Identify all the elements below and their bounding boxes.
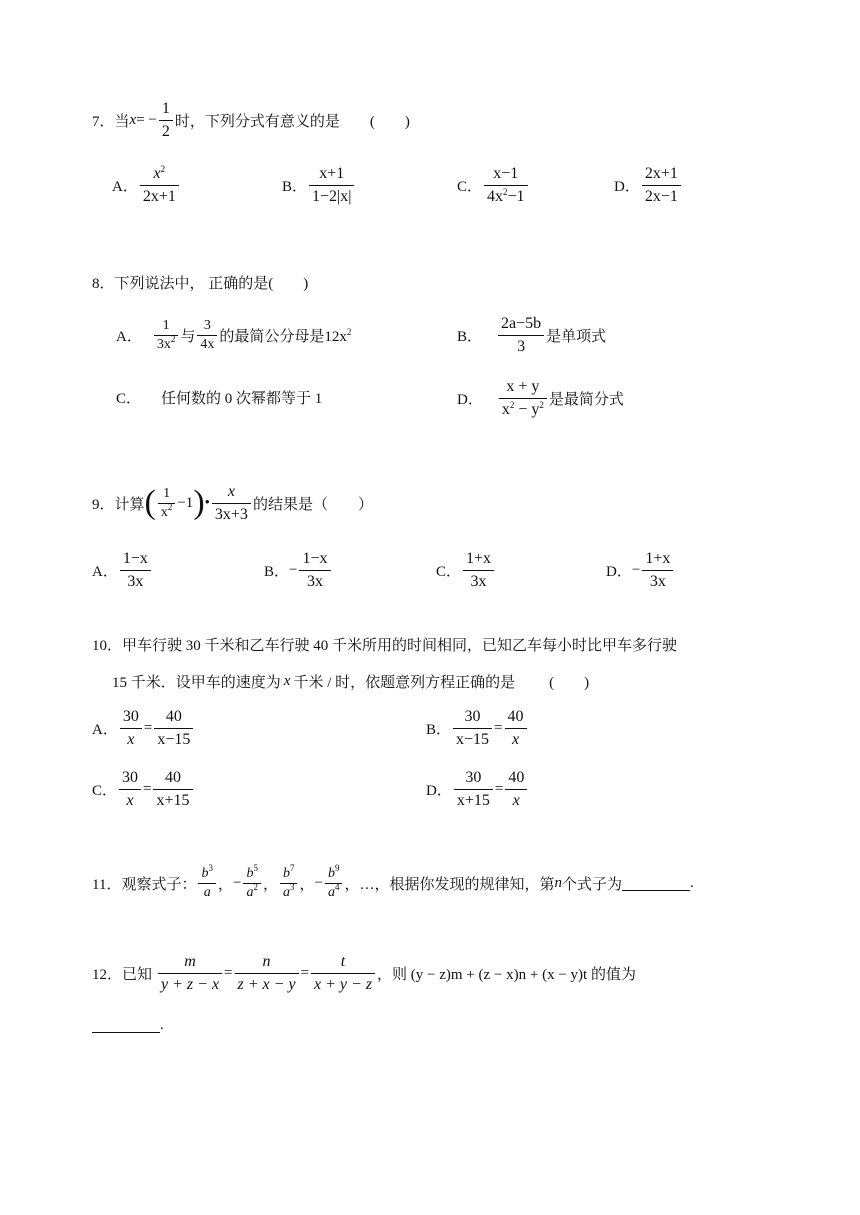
option-label: D． — [614, 178, 640, 195]
q10-option-d: D． $\frac{30}{x+15}$ = $\frac{40}{x}$ — [426, 764, 529, 814]
option-label: A． — [92, 721, 118, 738]
q7-option-c — [457, 160, 530, 210]
q7-answer-paren: ( ) — [369, 113, 410, 130]
left-paren: ( — [144, 484, 156, 521]
q7-number: 7．当 — [92, 113, 130, 130]
q11-term: $\frac{b^9}{a^4}$ — [325, 865, 343, 902]
option-label: C． — [457, 178, 483, 195]
option-fraction: $\frac{2a-5b}{3}$ — [498, 313, 544, 358]
option-text: 任何数的 0 次幂都等于 1 — [161, 390, 323, 407]
q8-option-d — [457, 373, 624, 423]
option-fraction-left: $\frac{30}{x+15}$ — [454, 767, 493, 812]
option-fraction-right: $\frac{40}{x+15}$ — [153, 767, 192, 812]
q9-option-a — [92, 545, 153, 595]
q11-stem-text: 11．观察式子： — [92, 876, 197, 893]
option-text: 的最简公分母是$12x^2$ — [219, 326, 352, 345]
option-label: C． — [436, 563, 462, 580]
q9-fraction-1: $\frac{1}{x^2}$ — [158, 485, 176, 522]
q7-option-b — [282, 160, 356, 210]
option-label: C． — [92, 782, 118, 799]
q7-option-a — [112, 160, 181, 210]
option-fraction: $\frac{x+1}{1-2|x|}$ — [309, 163, 354, 208]
option-fraction: $\frac{1-x}{3x}$ — [299, 548, 330, 593]
option-label: B． — [282, 178, 308, 195]
option-fraction: $\frac{x^2}{2x+1}$ — [140, 163, 179, 208]
q10-option-a: A． $\frac{30}{x}$ = $\frac{40}{x-15}$ — [92, 703, 195, 753]
option-fraction-left: $\frac{30}{x-15}$ — [453, 706, 492, 751]
q8-option-c — [116, 386, 322, 408]
question-12: 12．已知 $\frac{m}{y + z - x}$ = $\frac{n}{z + x - y}$ = $\frac{t}{x + y - z}$ ，则 (y − z)m + (z − x)n + (x − y)t 的值为 — [92, 948, 636, 998]
q7-cond-fraction: $\frac{1}{2}$ — [159, 98, 173, 143]
q9-stem-text: 的结果是（ ） — [252, 496, 373, 513]
option-label: C． — [116, 390, 142, 407]
q9-option-c — [436, 545, 496, 595]
option-fraction: $\frac{3}{4x}$ — [197, 317, 217, 354]
option-fraction: $\frac{1+x}{3x}$ — [642, 548, 673, 593]
option-label: B． — [264, 563, 290, 580]
q12-fraction-3: $\frac{t}{x + y - z}$ — [311, 951, 375, 996]
question-7-stem — [92, 95, 410, 145]
option-label: A． — [112, 178, 138, 195]
q11-term: $\frac{b^3}{a}$ — [198, 865, 216, 902]
option-label: B． — [426, 721, 452, 738]
q8-stem-text: 8．下列说法中， 正确的是 — [92, 275, 269, 292]
option-label: A． — [92, 563, 118, 580]
q10-option-b: B． $\frac{30}{x-15}$ = $\frac{40}{x}$ — [426, 703, 529, 753]
question-9-stem: 9．计算 ( $\frac{1}{x^2}$ −1 ) • $\frac{x}{3x+3}$ 的结果是（ ） — [92, 478, 373, 528]
option-fraction: $\frac{2x+1}{2x-1}$ — [642, 163, 681, 208]
q12-answer-line: . — [92, 1014, 164, 1036]
option-fraction: $\frac{1+x}{3x}$ — [463, 548, 494, 593]
option-label: A． — [116, 328, 142, 345]
option-label: D． — [457, 391, 483, 408]
q11-term: $\frac{b^7}{a^3}$ — [280, 865, 298, 902]
q10-answer-paren: ( ) — [549, 674, 590, 691]
q9-option-b: B． − $\frac{1-x}{3x}$ — [264, 545, 333, 595]
option-label: D． — [426, 782, 452, 799]
option-label: D． — [606, 563, 632, 580]
q9-option-d: D． − $\frac{1+x}{3x}$ — [606, 545, 675, 595]
q9-number: 9．计算 — [92, 496, 145, 513]
question-10-line-2: 15 千米．设甲车的速度为 x 千米 / 时，依题意列方程正确的是 ( ) — [112, 672, 590, 691]
q9-fraction-2: $\frac{x}{3x+3}$ — [212, 481, 251, 526]
q7-option-d — [614, 160, 683, 210]
question-10-line-1: 10．甲车行驶 30 千米和乙车行驶 40 千米所用的时间相同，已知乙车每小时比甲车多行驶 — [92, 638, 678, 654]
option-fraction-right: $\frac{40}{x-15}$ — [154, 706, 193, 751]
q12-stem-text: 12．已知 — [92, 966, 153, 983]
option-fraction: $\frac{1}{3x^2}$ — [154, 317, 179, 354]
q11-answer-blank[interactable] — [622, 876, 690, 891]
option-fraction-right: $\frac{40}{x}$ — [505, 767, 527, 812]
question-11: 11．观察式子： $\frac{b^3}{a}$ ， − $\frac{b^5}{a^2}$ ， $\frac{b^7}{a^3}$ ， − $\frac{b^9}{a^4}$ ，…，根据你发现的规律知，第 n 个式子为 . — [92, 862, 694, 900]
q7-cond-var: x — [129, 111, 137, 128]
q8-option-a — [116, 310, 351, 360]
option-label: B． — [457, 328, 483, 345]
q12-fraction-2: $\frac{n}{z + x - y}$ — [235, 951, 299, 996]
q12-expression: ，则 (y − z)m + (z − x)n + (x − y)t 的值为 — [377, 966, 636, 983]
option-text: 与 — [180, 328, 196, 345]
q8-answer-paren: ( ) — [268, 275, 309, 292]
option-text: 是最简分式 — [548, 391, 624, 408]
option-fraction-right: $\frac{40}{x}$ — [505, 706, 527, 751]
question-8-stem — [92, 271, 308, 293]
q7-cond-eq: = − — [136, 111, 157, 128]
multiply-dot: • — [204, 494, 210, 511]
q11-term: $\frac{b^5}{a^2}$ — [243, 865, 261, 902]
option-text: 是单项式 — [546, 328, 607, 345]
option-fraction: $\frac{x + y}{x^2 - y^2}$ — [499, 376, 547, 421]
option-fraction-left: $\frac{30}{x}$ — [120, 706, 142, 751]
q8-option-b — [457, 310, 606, 360]
q7-stem-text: 时，下列分式有意义的是 — [174, 113, 340, 130]
q12-answer-blank[interactable] — [92, 1018, 160, 1033]
q12-fraction-1: $\frac{m}{y + z - x}$ — [158, 951, 222, 996]
q10-option-c: C． $\frac{30}{x}$ = $\frac{40}{x+15}$ — [92, 764, 195, 814]
option-fraction-left: $\frac{30}{x}$ — [119, 767, 141, 812]
option-fraction: $\frac{x-1}{4x^2-1}$ — [484, 163, 528, 208]
option-fraction: $\frac{1-x}{3x}$ — [120, 548, 151, 593]
right-paren: ) — [193, 484, 205, 521]
